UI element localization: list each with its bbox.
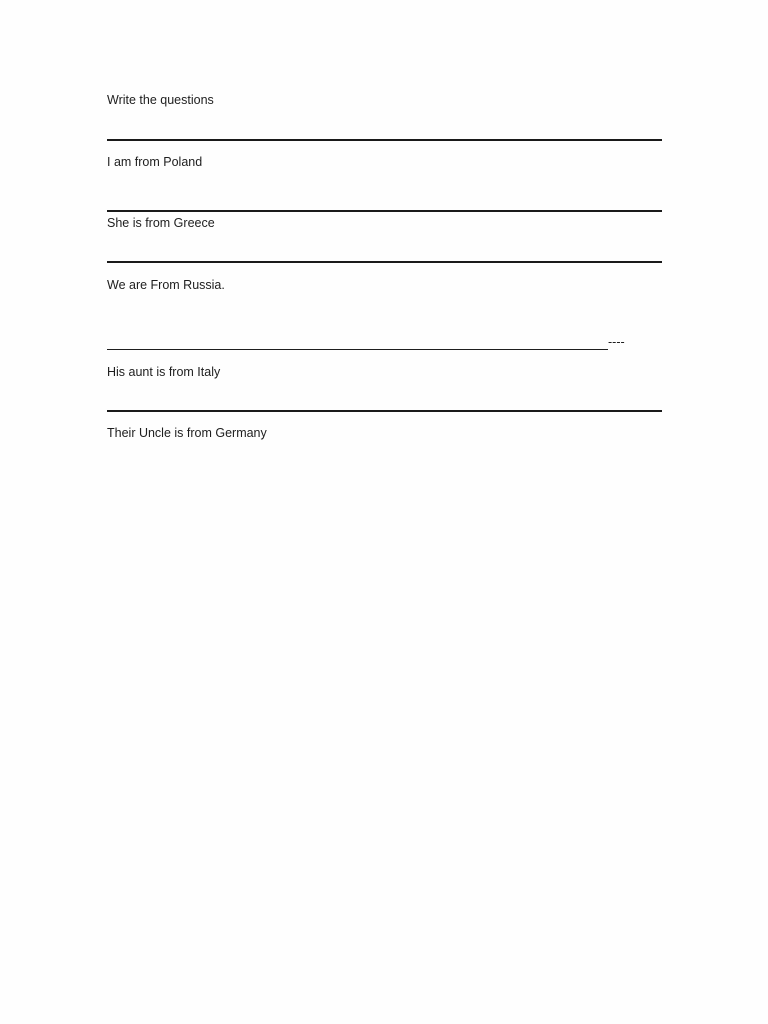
answer-line-3 — [107, 261, 662, 263]
instruction-text: Write the questions — [107, 93, 214, 107]
sentence-1: I am from Poland — [107, 155, 203, 169]
answer-line-4 — [107, 334, 625, 350]
sentence-2: She is from Greece — [107, 216, 215, 230]
underscore-tail: ---- — [608, 335, 625, 349]
sentence-3: We are From Russia. — [107, 278, 225, 292]
answer-line-2 — [107, 210, 662, 212]
underscore-bar — [107, 337, 608, 350]
sentence-4: His aunt is from Italy — [107, 365, 221, 379]
sentence-5: Their Uncle is from Germany — [107, 426, 267, 440]
answer-line-5 — [107, 410, 662, 412]
answer-line-1 — [107, 139, 662, 141]
